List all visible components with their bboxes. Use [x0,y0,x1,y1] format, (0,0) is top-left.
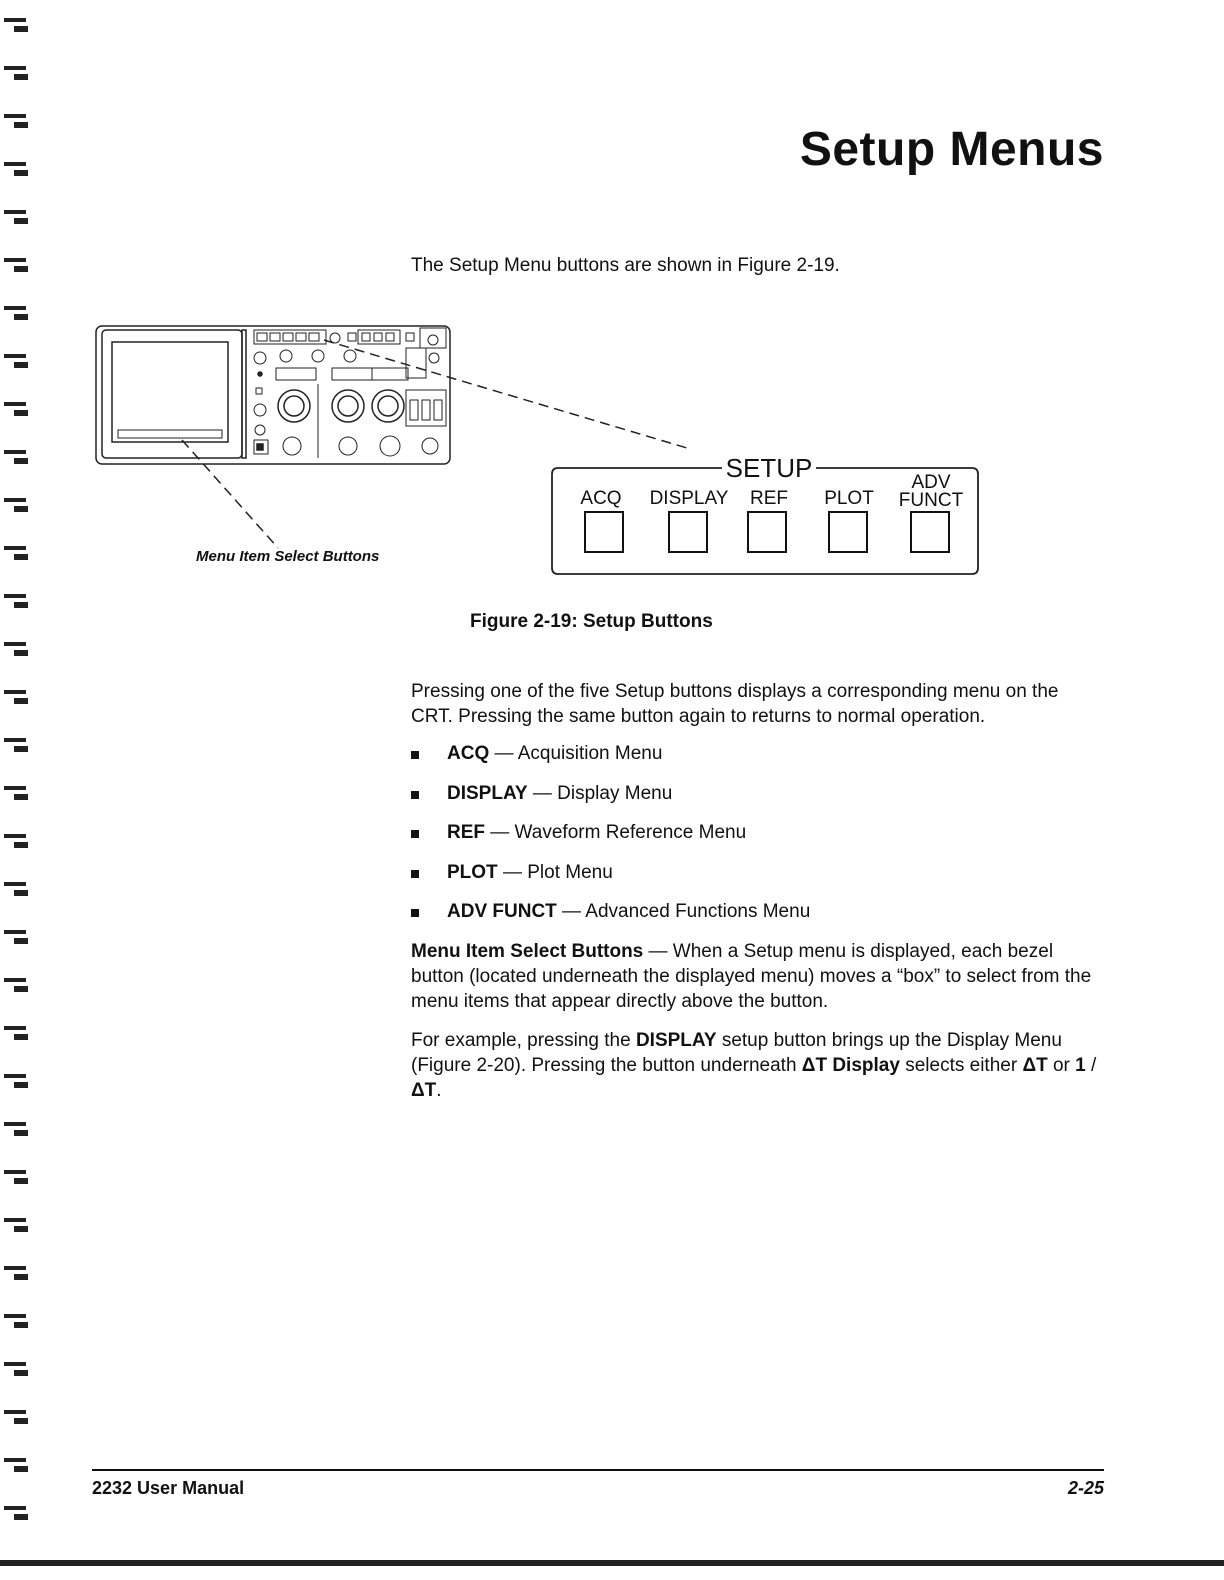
list-item-term: ADV FUNCT [447,901,557,922]
oscilloscope-front-panel [96,326,450,464]
list-item [411,781,1101,821]
bold-run: ΔT [1022,1055,1048,1076]
list-item [411,820,1101,860]
page-title: Setup Menus [799,123,1104,176]
list-item-term: ACQ [447,743,490,764]
adv-funct-label-line1: ADV [911,472,951,493]
scan-edge-bar [0,1560,1224,1566]
figure-caption: Figure 2-19: Setup Buttons [470,611,713,632]
binding-holes-strip [0,0,40,1560]
paragraph-text: — When a Setup menu is displayed, each bezel button (located underneath the displayed menu) moves a “box” to select from the menu items that appear directly above the button. [411,941,1092,1012]
list-item-desc: — Advanced Functions Menu [556,901,811,922]
list-item-desc: — Acquisition Menu [489,743,663,764]
footer-manual-title: 2232 User Manual [92,1478,245,1498]
menu-item-select-callout: Menu Item Select Buttons [196,548,380,565]
bold-run: DISPLAY [635,1030,717,1051]
text-run: . [436,1080,442,1101]
text-run: For example, pressing the [411,1030,636,1051]
text-run: or [1047,1055,1076,1076]
plot-button [829,512,867,552]
paragraph-display-example [411,1028,1101,1103]
list-item-desc: — Waveform Reference Menu [485,822,747,843]
display-button-label: DISPLAY [649,488,729,509]
text-run: setup button brings up the Display Menu (Figure 2-20). Pressing the button underneath [411,1030,1062,1076]
ref-button [748,512,786,552]
adv-funct-button [911,512,949,552]
setup-button-panel [552,453,978,574]
bold-run: ΔT Display [801,1055,900,1076]
paragraph-setup-buttons: Pressing one of the five Setup buttons displays a corresponding menu on the CRT. Pressing the same button again to returns to normal operation. [411,681,1059,727]
display-button [669,512,707,552]
acq-button-label: ACQ [580,488,622,509]
footer-page-number: 2-25 [1067,1478,1104,1498]
setup-panel-label: SETUP [725,453,813,483]
paragraph-term: Menu Item Select Buttons [411,941,644,962]
text-run: selects either [899,1055,1023,1076]
bold-run: 1 [1075,1055,1086,1076]
setup-menu-list [411,741,1101,939]
paragraph-menu-item-select [411,939,1101,1014]
bullet-square-icon [411,830,419,838]
bullet-square-icon [411,791,419,799]
list-item-term: PLOT [447,861,498,883]
list-item [411,860,1101,900]
footer-divider [92,1469,1104,1471]
list-item-term: DISPLAY [447,782,528,804]
list-item-desc: — Plot Menu [497,861,613,883]
list-item [411,741,1101,781]
setup-buttons-figure [92,318,992,580]
bullet-square-icon [411,909,419,917]
text-run: / [1085,1055,1097,1076]
list-item [411,899,1101,939]
adv-funct-label-line2: FUNCT [898,490,964,511]
list-item-desc: — Display Menu [527,782,673,804]
bold-run: ΔT [411,1080,437,1101]
bullet-square-icon [411,751,419,759]
intro-paragraph: The Setup Menu buttons are shown in Figure 2-19. [411,255,840,276]
bullet-square-icon [411,870,419,878]
acq-button [585,512,623,552]
plot-button-label: PLOT [824,488,874,509]
ref-button-label: REF [750,488,788,509]
list-item-term: REF [447,822,485,843]
